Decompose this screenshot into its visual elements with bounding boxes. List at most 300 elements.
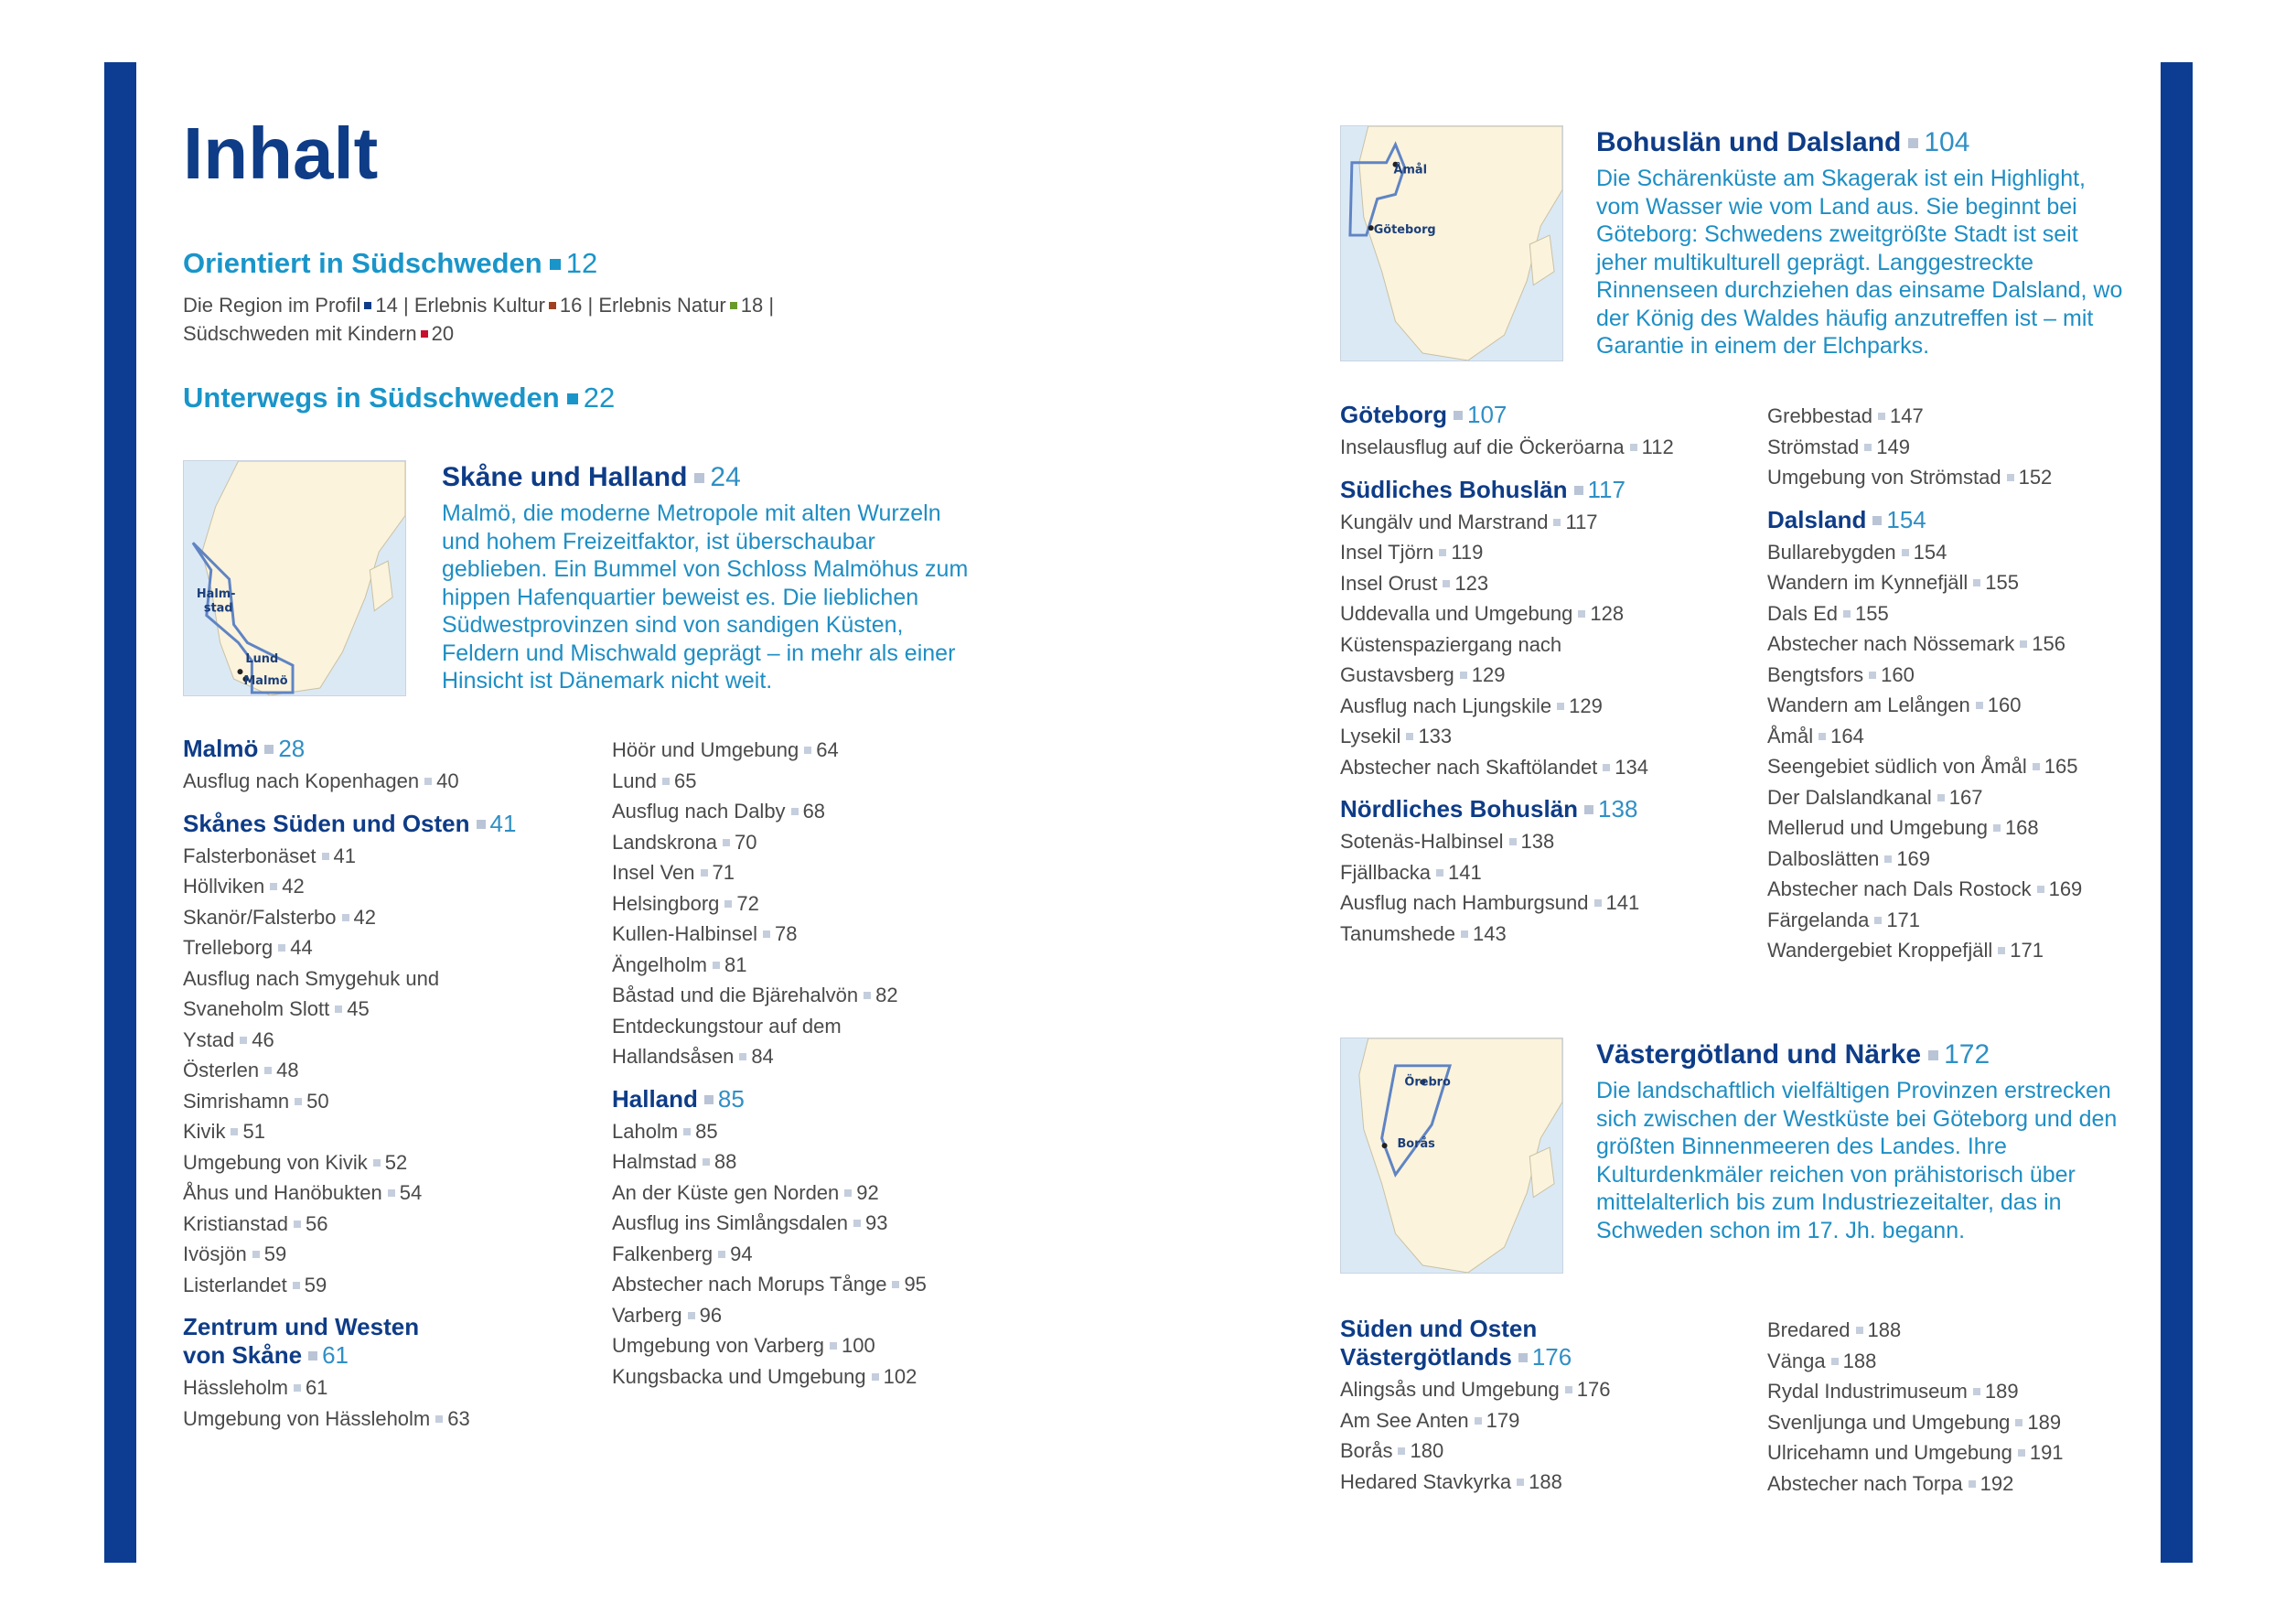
bullet-square [1878,413,1885,420]
vastergotland-heading[interactable] [1596,1039,1990,1070]
toc-entry[interactable] [1767,1407,2170,1438]
bullet-square [322,853,329,860]
toc-entry-page: 189 [2027,1410,2062,1434]
skane-heading[interactable] [442,462,741,493]
toc-entry[interactable] [183,1055,585,1086]
toc-entry-page: 44 [290,936,313,959]
bullet-square [1856,1327,1863,1334]
bullet-square [853,1220,861,1227]
bullet-square [1443,580,1450,587]
bullet-square [2015,1419,2022,1426]
toc-entry[interactable] [183,1372,585,1404]
toc-entry-page: 40 [436,769,459,792]
toc-entry-page: 164 [1830,724,1864,747]
bullet-square [1454,411,1463,420]
bullet-square [1969,1480,1976,1488]
toc-entry[interactable] [612,1269,1014,1300]
bullet-square [1869,672,1876,679]
svg-text:Malmö: Malmö [243,674,288,689]
toc-entry[interactable] [183,1178,585,1209]
bullet-square [435,1415,443,1423]
toc-entry[interactable] [183,871,585,902]
bullet-square [1574,486,1583,495]
toc-group-heading[interactable] [1767,506,2170,534]
toc-entry-page: 188 [1867,1318,1902,1341]
toc-entry-page: 141 [1448,860,1482,884]
svg-text:Göteborg: Göteborg [1373,223,1436,238]
toc-entry-label: Insel Ven [612,861,695,884]
toc-entry-label: Halmstad [612,1150,697,1173]
toc-group [1340,476,1743,783]
bullet-square [703,1158,710,1166]
bullet-square [791,808,799,815]
toc-entry-label: Wandern im Kynnefjäll [1767,571,1969,594]
toc-entry-page: 191 [2029,1441,2064,1464]
toc-entry[interactable] [183,1270,585,1301]
toc-group [612,1085,1014,1393]
toc-entry-label: Borås [1340,1439,1393,1462]
toc-entry[interactable] [183,1147,585,1178]
bullet-square [844,1189,852,1197]
toc-entry-page: 179 [1486,1408,1520,1432]
toc-entry[interactable] [1340,1405,1743,1436]
toc-entry-label: Lund [612,769,657,792]
toc-entry[interactable] [1340,721,1743,752]
toc-entry[interactable] [1767,1468,2170,1500]
bullet-square [1565,1386,1572,1393]
bullet-square [2037,886,2044,893]
bullet-square [240,1037,247,1044]
toc-entry[interactable] [1340,629,1743,691]
toc-entry-label: Listerlandet [183,1273,287,1296]
toc-entry-label: Ausflug nach Smygehuk und [183,966,440,990]
toc-entry-label: Ängelholm [612,952,707,976]
toc-entry-label: Falkenberg [612,1242,713,1265]
toc-entry-page: 100 [841,1334,875,1357]
toc-entry[interactable] [612,1116,1014,1147]
toc-entry[interactable] [183,766,585,797]
toc-entry[interactable] [612,1178,1014,1209]
bullet-square [295,1098,302,1105]
toc-entry-label: Ausflug nach Kopenhagen [183,769,420,792]
toc-group [183,1313,585,1434]
toc-entry[interactable] [1340,1374,1743,1405]
toc-entry[interactable] [1340,598,1743,629]
toc-entry[interactable] [612,1361,1014,1393]
toc-entry-label: Sotenäs-Halbinsel [1340,830,1504,853]
separator: | [587,294,599,317]
bullet-square [1603,764,1610,771]
toc-entry[interactable] [612,1146,1014,1178]
bohuslan-right-column [1767,401,2170,979]
toc-entry-page: 61 [305,1376,328,1399]
toc-entry-label: Ausflug nach Dalby [612,800,786,823]
toc-entry[interactable] [1340,432,1743,463]
toc-entry[interactable] [1767,935,2170,966]
toc-group-heading[interactable] [612,1085,1014,1113]
bullet-square [718,1251,725,1258]
bullet-square [294,1221,301,1228]
skane-map-graphic [184,461,405,695]
toc-entry[interactable] [612,1011,1014,1072]
toc-entry[interactable] [1767,1437,2170,1468]
toc-group-page: 41 [489,809,517,837]
intro-link[interactable] [183,294,398,317]
bullet-square [477,820,486,829]
bullet-square [1436,869,1443,877]
toc-entry-page: 143 [1472,921,1507,945]
toc-entry[interactable] [183,932,585,963]
toc-entry[interactable] [612,796,1014,827]
bullet-square [567,393,578,404]
toc-entry-page: 168 [2004,816,2039,839]
vastergotland-left-column [1340,1315,1743,1510]
toc-entry[interactable] [1767,751,2170,782]
toc-group-heading[interactable] [1340,401,1743,429]
toc-entry-page: 171 [1886,908,1921,931]
orientiert-heading[interactable] [183,247,597,280]
toc-entry-page: 141 [1605,891,1640,914]
toc-entry-label: Höllviken [183,875,265,898]
toc-entry-page: 92 [856,1180,879,1204]
bullet-square [549,302,556,309]
bullet-square [1517,1479,1524,1486]
toc-entry-label: Kullen-Halbinsel [612,922,757,945]
toc-entry[interactable] [183,1086,585,1117]
vastergotland-page: 172 [1944,1039,1990,1070]
toc-entry-label: Kungsbacka und Umgebung [612,1364,866,1388]
toc-group-heading[interactable] [1340,795,1743,823]
bullet-square [278,944,285,952]
toc-group-page: 107 [1467,401,1507,428]
toc-entry-page: 117 [1565,510,1598,533]
toc-entry-page: 169 [2048,877,2083,900]
toc-entry[interactable] [1340,691,1743,722]
toc-entry-page: 133 [1418,725,1453,747]
toc-entry-page: 189 [1984,1380,2019,1403]
bullet-square [713,962,720,969]
toc-entry-label: Trelleborg [183,936,274,959]
toc-entry-label: Insel Orust [1340,571,1438,595]
svg-text:Lund: Lund [245,652,279,667]
skane-region-map [183,460,406,696]
toc-entry[interactable] [1340,752,1743,783]
bullet-square [1584,805,1593,814]
toc-group-title: Nördliches Bohuslän [1340,795,1579,823]
bullet-square [335,1006,342,1013]
toc-entry-label: Åmål [1767,724,1814,747]
bullet-square [373,1159,381,1167]
toc-entry-label: Färgelanda [1767,908,1870,931]
bullet-square [364,302,371,309]
toc-entry[interactable] [1767,690,2170,721]
bullet-square [252,1251,260,1258]
toc-group-heading[interactable] [1340,476,1743,504]
intro-link[interactable] [183,322,454,345]
toc-entry-label: Fjällbacka [1340,860,1432,884]
bullet-square [892,1281,899,1288]
toc-entry-label: Wandergebiet Kroppefjäll [1767,939,1993,962]
toc-entry[interactable] [183,1209,585,1240]
toc-entry-label: Mellerud und Umgebung [1767,816,1988,839]
toc-group [1340,1315,1743,1497]
toc-entry[interactable] [1767,905,2170,936]
bullet-square [1518,1353,1528,1362]
bullet-square [1630,444,1637,451]
bullet-square [1993,824,2001,832]
toc-entry-label: Hässleholm [183,1376,288,1399]
toc-entry[interactable] [1340,1467,1743,1498]
svg-text:stad: stad [203,601,233,616]
toc-entry-page: 138 [1520,830,1555,853]
bullet-square [424,778,432,785]
unterwegs-heading[interactable] [183,382,615,414]
bohuslan-left-column [1340,401,1743,962]
toc-entry[interactable] [183,902,585,933]
toc-entry-page: 54 [399,1181,423,1204]
toc-entry[interactable] [183,841,585,872]
toc-entry-page: 45 [347,997,370,1020]
toc-entry-label: Laholm [612,1119,679,1143]
toc-entry-label-line2: Svaneholm Slott [183,997,330,1020]
intro-link-label: Erlebnis Natur [598,294,726,317]
toc-entry-label: Insel Tjörn [1340,541,1434,564]
bullet-square [421,330,428,338]
bullet-square [1973,579,1980,586]
toc-entry-label: Falsterbonäset [183,844,317,867]
toc-entry[interactable] [612,888,1014,920]
toc-entry[interactable] [1340,857,1743,888]
toc-entry-label: Ausflug nach Hamburgsund [1340,891,1589,914]
bullet-square [2020,640,2027,648]
left-page-edge-bar [104,62,136,1563]
toc-entry[interactable] [1340,887,1743,919]
toc-entry[interactable] [612,766,1014,797]
toc-entry[interactable] [612,919,1014,950]
toc-entry-label: Wandern am Lelången [1767,694,1970,716]
toc-group-heading[interactable] [183,735,585,763]
toc-entry-page: 78 [774,922,798,945]
toc-group-title: Halland [612,1084,698,1113]
skane-description: Malmö, die moderne Metropole mit alten Wurzeln und hohem Freizeitfaktor, ist überschaubar geblieben. Ein Bummel von Schloss Malmöhus zum hippen Hafenquartier beweist es. Die lieblichen Südwestprovinzen sind von sandigen Küsten, Feldern und Mischwald geprägt – in mehr als einer Hinsicht ist Dänemark nicht weit. [442,500,969,694]
toc-entry[interactable] [183,963,585,1025]
vastergotland-map-graphic [1341,1038,1562,1273]
toc-entry[interactable] [183,1025,585,1056]
toc-entry-label: Abstecher nach Dals Rostock [1767,877,2032,900]
toc-entry-page: 192 [1979,1471,2014,1495]
toc-entry[interactable] [183,1404,585,1435]
intro-link-page: 18 [740,294,764,317]
toc-entry[interactable] [1340,826,1743,857]
bullet-square [294,1384,301,1392]
skane-right-column [612,735,1014,1404]
bullet-square [1937,794,1945,801]
toc-group-page: 28 [278,735,306,762]
toc-entry[interactable] [1767,629,2170,660]
toc-entry-page: 123 [1454,571,1489,595]
toc-entry-page: 155 [1855,601,1889,625]
toc-entry-page: 96 [699,1303,723,1327]
toc-entry-page: 72 [736,891,759,915]
bullet-square [1973,1388,1980,1395]
bullet-square [724,900,732,908]
toc-group-page: 117 [1587,475,1625,503]
toc-entry[interactable] [1767,1346,2170,1377]
toc-entry-page: 63 [447,1406,470,1430]
toc-entry-label: Dals Ed [1767,601,1839,625]
toc-entry[interactable] [1767,1376,2170,1407]
intro-link-label: Erlebnis Kultur [413,294,545,317]
bullet-square [231,1128,238,1135]
toc-entry-page: 64 [816,738,839,761]
bullet-square [701,869,708,877]
toc-group [1340,795,1743,949]
bullet-square [1578,610,1585,618]
intro-link-page: 20 [431,322,455,345]
toc-entry[interactable] [1767,874,2170,905]
toc-entry[interactable] [612,950,1014,981]
toc-entry[interactable] [1340,507,1743,538]
toc-entry[interactable] [612,1300,1014,1331]
toc-entry[interactable] [1340,568,1743,599]
toc-entry-label: Båstad und die Bjärehalvön [612,984,859,1006]
bullet-square [1439,549,1446,556]
svg-text:Örebro: Örebro [1404,1075,1451,1090]
bullet-square [1998,947,2005,954]
toc-entry-label: Ausflug nach Ljungskile [1340,694,1552,717]
bohuslan-page: 104 [1924,127,1970,157]
bullet-square [264,745,274,754]
toc-entry-label: Umgebung von Varberg [612,1334,824,1357]
toc-entry-label: Simrishamn [183,1089,290,1113]
toc-entry-label: Kivik [183,1120,226,1143]
bullet-square [1872,516,1882,525]
skane-heading-label: Skåne und Halland [442,462,688,492]
toc-entry-label: Küstenspaziergang nach [1340,632,1562,656]
bullet-square [830,1342,837,1350]
svg-text:Åmål: Åmål [1393,163,1428,177]
toc-entry[interactable] [1767,567,2170,598]
toc-entry-label: Am See Anten [1340,1408,1469,1432]
toc-group-heading[interactable] [183,1313,585,1370]
toc-entry[interactable] [612,735,1014,766]
toc-entry-page: 81 [724,952,747,976]
vastergotland-heading-label: Västergötland und Närke [1596,1039,1922,1070]
toc-entry[interactable] [612,980,1014,1011]
bullet-square [1864,444,1872,451]
toc-group [1767,506,2170,966]
toc-entry-page: 180 [1410,1439,1444,1462]
toc-group-page: 61 [322,1341,349,1369]
toc-entry-page: 59 [263,1242,287,1265]
toc-entry-label: Landskrona [612,830,717,854]
bullet-square [688,1312,695,1319]
toc-entry-page: 188 [1842,1349,1877,1372]
bohuslan-map-graphic [1341,126,1562,360]
toc-entry-page: 42 [353,905,377,929]
bullet-square [763,930,770,938]
toc-entry-page: 165 [2044,755,2078,778]
toc-entry[interactable] [612,827,1014,858]
toc-entry[interactable] [1767,1315,2170,1346]
svg-text:Halm-: Halm- [196,586,236,601]
bullet-square [270,883,277,890]
toc-entry-label: Abstecher nach Skaftölandet [1340,755,1598,779]
toc-entry-page: 129 [1471,663,1506,686]
toc-entry[interactable] [1767,844,2170,875]
toc-group-heading[interactable] [183,810,585,838]
toc-entry[interactable] [1767,721,2170,752]
bullet-square [2033,763,2040,770]
toc-entry-page: 155 [1985,571,2019,594]
toc-entry-page: 169 [1896,846,1931,870]
bullet-square [739,1053,746,1060]
toc-entry-page: 59 [304,1273,327,1296]
toc-entry-label: Seengebiet südlich von Åmål [1767,755,2027,778]
toc-entry-label: Inselausflug auf die Öckeröarna [1340,436,1625,458]
toc-entry-label: Entdeckungstour auf dem [612,1014,842,1038]
bullet-square [694,473,704,483]
toc-entry-label: Kungälv und Marstrand [1340,510,1549,533]
toc-entry-label: Bengtsfors [1767,662,1864,686]
toc-entry[interactable] [1767,432,2170,463]
toc-entry-label-line2: Hallandsåsen [612,1045,735,1068]
intro-link-label: Südschweden mit Kindern [183,322,417,345]
separator: | [403,294,414,317]
toc-entry-page: 147 [1889,404,1924,427]
toc-entry[interactable] [1767,401,2170,432]
toc-entry-page: 68 [802,800,826,823]
toc-entry-label: Umgebung von Strömstad [1767,466,2001,489]
intro-link[interactable] [598,294,763,317]
bullet-square [2007,474,2014,481]
toc-entry-label: Bredared [1767,1318,1851,1341]
toc-group-title: Göteborg [1340,401,1447,428]
toc-entry-label: Hedared Stavkyrka [1340,1469,1512,1493]
toc-group [183,735,585,797]
toc-entry[interactable] [1340,1436,1743,1467]
toc-entry-page: 85 [695,1119,718,1143]
toc-entry-label: Umgebung von Kivik [183,1150,368,1174]
toc-entry[interactable] [1767,782,2170,813]
toc-entry[interactable] [1340,919,1743,950]
toc-entry-label: Der Dalslandkanal [1767,785,1932,809]
bohuslan-heading[interactable] [1596,127,1969,158]
toc-entry[interactable] [183,1239,585,1270]
toc-entry[interactable] [612,1239,1014,1270]
toc-entry[interactable] [1767,537,2170,568]
bullet-square [264,1067,272,1074]
toc-group-title: Südliches Bohuslän [1340,475,1568,503]
toc-entry[interactable] [612,857,1014,888]
toc-entry[interactable] [1340,537,1743,568]
toc-entry[interactable] [1767,462,2170,493]
toc-entry[interactable] [1767,812,2170,844]
toc-entry-label: Abstecher nach Torpa [1767,1471,1963,1495]
toc-entry[interactable] [183,1116,585,1147]
toc-entry[interactable] [612,1330,1014,1361]
bullet-square [872,1373,879,1381]
toc-entry-page: 51 [242,1120,265,1143]
toc-group-heading[interactable] [1340,1315,1743,1371]
toc-entry[interactable] [1767,660,2170,691]
toc-entry[interactable] [612,1208,1014,1239]
toc-group-title: Skånes Süden und Osten [183,809,470,837]
intro-link[interactable] [414,294,583,317]
toc-entry[interactable] [1767,598,2170,629]
toc-entry-page: 112 [1641,436,1674,458]
toc-entry-page: 42 [282,875,305,898]
